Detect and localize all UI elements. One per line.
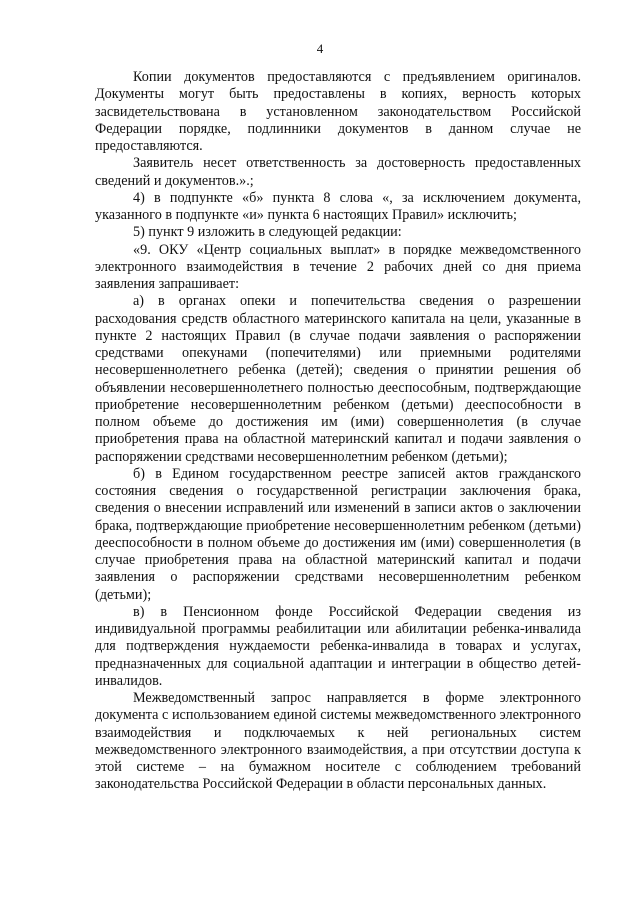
paragraph-subitem-v: в) в Пенсионном фонде Российской Федерации сведения из индивидуальной программы реабилитации или абилитации ребенка-инвалида для подтверждения нуждаемости ребенка-инвалида в товарах и услугах, предназначенных для социальной адаптации и интеграции в общество детей-инвалидов. xyxy=(95,603,581,689)
document-body xyxy=(95,69,581,794)
paragraph-item-4: 4) в подпункте «б» пункта 8 слова «, за исключением документа, указанного в подпункте «и» пункта 6 настоящих Правил» исключить; xyxy=(95,189,581,223)
paragraph-subitem-b: б) в Едином государственном реестре записей актов гражданского состояния сведения о государственной регистрации заключения брака, сведения о внесении исправлений или изменений в записи актов о заключении брака, подтверждающие приобретение несовершеннолетним ребенком (детьми) дееспособности в полном объеме до достижения им (ими) совершеннолетия (в случае приобретения права на областной материнский капитал и подачи заявления о распоряжении средствами несовершеннолетним ребенком (детьми); xyxy=(95,465,581,603)
paragraph-subitem-a: а) в органах опеки и попечительства сведения о разрешении расходования средств областного материнского капитала на цели, указанные в пункте 2 настоящих Правил (в случае подачи заявления о распоряжении средствами опекунами (попечителями) или приемными родителями несовершеннолетнего ребенка (детей); сведения о принятии решения об объявлении несовершеннолетнего полностью дееспособным, подтверждающие приобретение несовершеннолетним ребенком (детьми) дееспособности в полном объеме до достижения им (ими) совершеннолетия (в случае приобретения права на областной материнский капитал и подачи заявления о распоряжении средствами несовершеннолетним ребенком (детьми); xyxy=(95,293,581,465)
paragraph-clause-9: «9. ОКУ «Центр социальных выплат» в порядке межведомственного электронного взаимодействия в течение 2 рабочих дней со дня приема заявления запрашивает: xyxy=(95,241,581,292)
paragraph-item-5: 5) пункт 9 изложить в следующей редакции: xyxy=(133,224,402,241)
page-number: 4 xyxy=(316,41,324,56)
paragraph-responsibility: Заявитель несет ответственность за достоверность предоставленных сведений и документов.».; xyxy=(95,155,581,189)
paragraph-interagency-request: Межведомственный запрос направляется в форме электронного документа с использованием единой системы межведомственного электронного взаимодействия и подключаемых к ней региональных систем межведомственного электронного взаимодействия, а при отсутствии доступа к этой системе – на бумажном носителе с соблюдением требований законодательства Российской Федерации в области персональных данных. xyxy=(95,690,581,793)
paragraph-copies: Копии документов предоставляются с предъявлением оригиналов. Документы могут быть предоставлены в копиях, верность которых засвидетельствована в установленном законодательством Российской Федерации порядке, подлинники документов в данном случае не предоставляются. xyxy=(95,69,581,154)
